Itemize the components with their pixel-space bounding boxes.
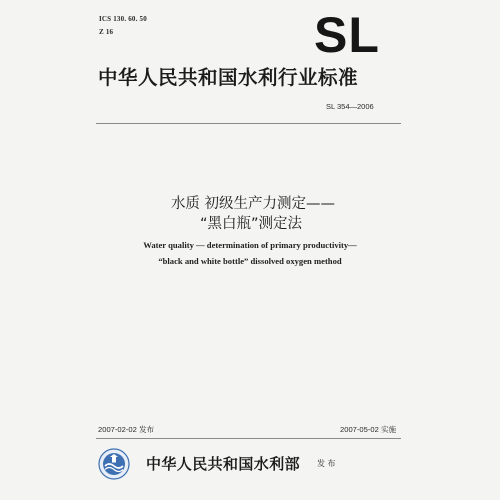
ics-code: ICS 130. 60. 50 bbox=[99, 15, 147, 23]
implement-date: 2007-05-02 实施 bbox=[340, 425, 397, 434]
chinese-title-line1: 水质 初级生产力测定—— bbox=[170, 196, 336, 212]
english-title-line1: Water quality — determination of primary productivity— bbox=[143, 240, 357, 250]
publish-label: 发 布 bbox=[317, 459, 336, 468]
sl-logo-text: SL bbox=[314, 12, 380, 58]
english-title-line2: “black and white bottle” dissolved oxygen method bbox=[158, 256, 342, 266]
sl-logo bbox=[308, 12, 386, 58]
header-divider bbox=[96, 123, 401, 124]
chinese-title-line2: “黑白瓶”测定法 bbox=[199, 216, 303, 232]
ccs-code: Z 16 bbox=[99, 28, 114, 36]
release-date: 2007-02-02 发布 bbox=[98, 425, 155, 434]
standard-title: 中华人民共和国水利行业标准 bbox=[98, 66, 359, 89]
publisher-name: 中华人民共和国水利部 bbox=[146, 455, 301, 473]
footer-divider bbox=[96, 438, 401, 439]
ministry-emblem-icon bbox=[98, 448, 130, 480]
standard-code: SL 354—2006 bbox=[326, 102, 374, 111]
